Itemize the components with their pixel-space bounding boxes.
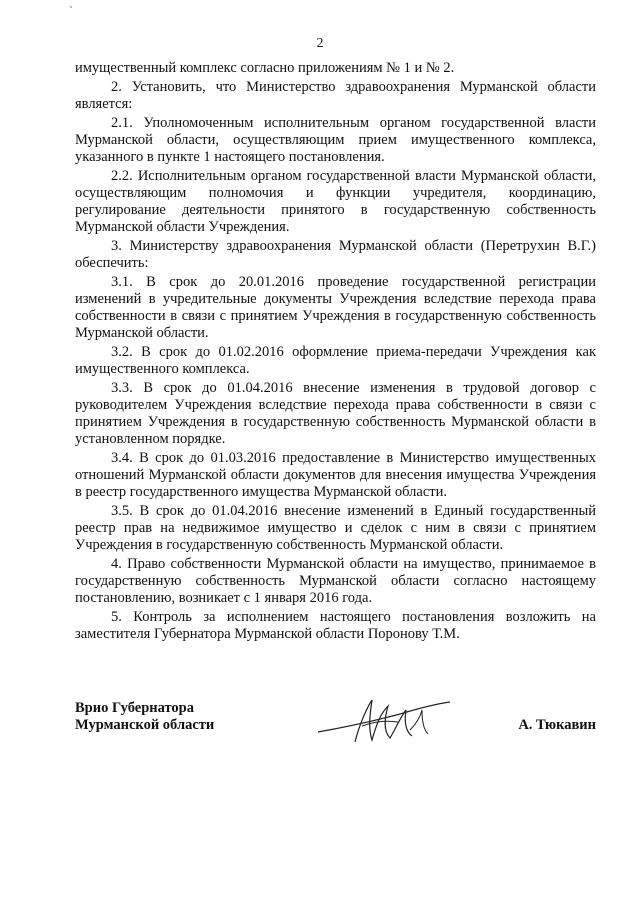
signatory-title-line1: Врио Губернатора xyxy=(75,700,194,716)
signature-block xyxy=(75,692,596,762)
paragraph-3-1: 3.1. В срок до 20.01.2016 проведение государственной регистрации изменений в учредительные документы Учреждения вследствие перехода права собственности в связи с принятием Учреждения в государственную собственность Мурманской области. xyxy=(75,274,596,341)
paragraph-continuation: имущественный комплекс согласно приложениям № 1 и № 2. xyxy=(75,60,455,76)
paragraph-3-2: 3.2. В срок до 01.02.2016 оформление приема-передачи Учреждения как имущественного комплекса. xyxy=(75,344,596,377)
paragraph-4: 4. Право собственности Мурманской области на имущество, принимаемое в государственную собственность Мурманской области согласно настоящему постановлению, возникает с 1 января 2016 года. xyxy=(75,556,596,606)
signatory-title-line2: Мурманской области xyxy=(75,717,215,733)
document-body xyxy=(75,60,596,645)
paragraph-2-2: 2.2. Исполнительным органом государственной власти Мурманской области, осуществляющим полномочия и функции учредителя, координацию, регулирование деятельности принятого в государственную собственность Мурманской области Учреждения. xyxy=(75,168,596,235)
paragraph-3-4: 3.4. В срок до 01.03.2016 предоставление в Министерство имущественных отношений Мурманской области документов для внесения имущества Учреждения в реестр государственного имущества Мурманской области. xyxy=(75,450,596,500)
signatory-title xyxy=(75,700,214,734)
paragraph-2-1: 2.1. Уполномоченным исполнительным органом государственной власти Мурманской области, осуществляющим прием имущественного комплекса, указанного в пункте 1 настоящего постановления. xyxy=(75,115,596,165)
paragraph-3-3: 3.3. В срок до 01.04.2016 внесение изменения в трудовой договор с руководителем Учреждения вследствие перехода права собственности в связи с принятием Учреждения в государственную собственность Мурманской области в установленном порядке. xyxy=(75,380,596,447)
page-number: 2 xyxy=(316,36,324,51)
handwritten-signature xyxy=(310,692,460,752)
paragraph-5: 5. Контроль за исполнением настоящего постановления возложить на заместителя Губернатора Мурманской области Поронову Т.М. xyxy=(75,609,596,642)
signatory-name: А. Тюкавин xyxy=(518,717,596,733)
scan-mark xyxy=(70,6,72,8)
paragraph-3-5: 3.5. В срок до 01.04.2016 внесение изменений в Единый государственный реестр прав на недвижимое имущество и сделок с ним в связи с принятием Учреждения в государственную собственность Мурманской области. xyxy=(75,503,596,553)
paragraph-3: 3. Министерству здравоохранения Мурманской области (Перетрухин В.Г.) обеспечить: xyxy=(75,238,596,271)
paragraph-2: 2. Установить, что Министерство здравоохранения Мурманской области является: xyxy=(75,79,596,112)
